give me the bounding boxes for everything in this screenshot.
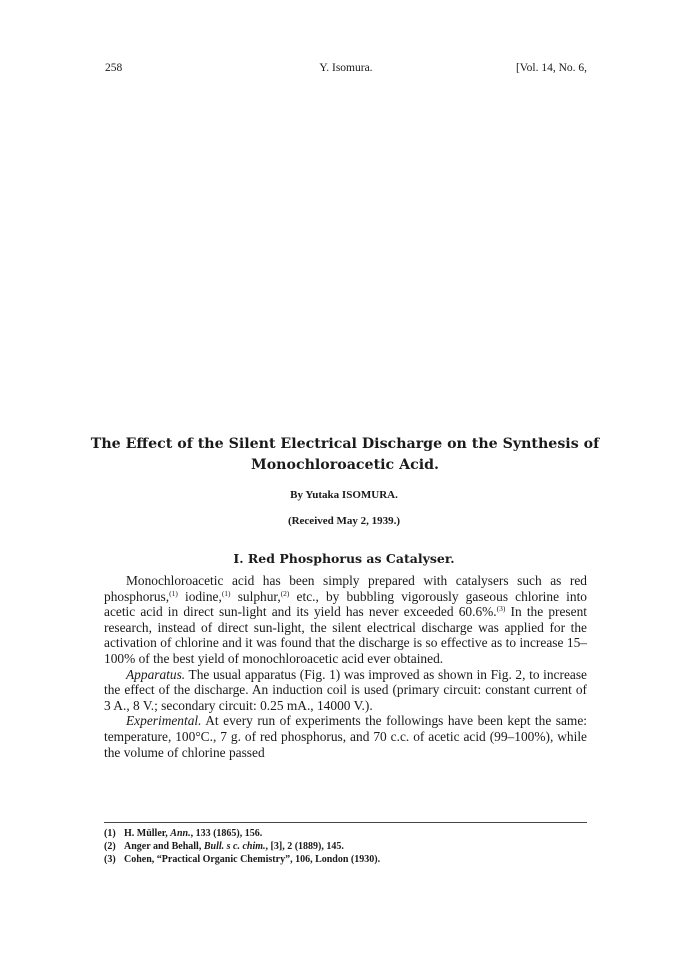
- paragraph-text: Monochloroacetic acid has been simply prepared with catalysers such as red phosphorus,: [104, 573, 587, 604]
- footnote: [104, 840, 587, 853]
- footnote-text: Cohen, “Practical Organic Chemistry”, 106, London (1930).: [124, 854, 381, 865]
- running-header: [105, 62, 587, 78]
- paragraph-apparatus: [104, 667, 587, 714]
- footnote-text: , 133 (1865), 156.: [190, 828, 263, 839]
- citation-ref: (2): [280, 588, 290, 598]
- page-number: 258: [105, 62, 123, 74]
- paragraph-experimental: [104, 713, 587, 760]
- paragraph-text: At every run of experiments the followings have been kept the same: temperature, 100°C., 7 g. of red phosphorus, and 70 c.c. of acetic acid (99–100%), while the volume of chlorine passed: [104, 713, 587, 760]
- footnote-journal: Bull. s c. chim.: [203, 841, 266, 852]
- paragraph-text: iodine,: [177, 588, 222, 604]
- article-title: The Effect of the Silent Electrical Discharge on the Synthesis of Monochloroacetic Acid.: [90, 436, 600, 473]
- running-author: Y. Isomura.: [319, 62, 373, 74]
- section-heading: I. Red Phosphorus as Catalyser.: [233, 551, 455, 566]
- footnote: [104, 853, 587, 866]
- paragraph-text: sulphur,: [230, 588, 281, 604]
- footnote-number: (1): [104, 828, 116, 839]
- footnote-text: , [3], 2 (1889), 145.: [265, 841, 344, 852]
- footnotes: [104, 827, 587, 866]
- paragraph-text: etc., by bubbling vigorously gaseous chlorine into acetic acid in direct sun-light and its yield has never exceeded 60.6%.: [104, 588, 587, 620]
- footnote-text: H. Müller,: [124, 828, 171, 839]
- body-text: [104, 573, 587, 760]
- footnote: [104, 827, 587, 840]
- author-byline: By Yutaka ISOMURA.: [290, 489, 398, 501]
- received-date: (Received May 2, 1939.): [287, 515, 401, 527]
- run-in-heading: Apparatus.: [126, 666, 186, 682]
- citation-ref: (1): [169, 588, 178, 598]
- footnote-divider: [104, 822, 587, 823]
- paragraph-intro: [104, 573, 587, 667]
- footnote-text: Anger and Behall,: [124, 841, 204, 852]
- footnote-journal: Ann.: [170, 828, 191, 839]
- footnote-number: (2): [104, 841, 116, 852]
- citation-ref: (1): [221, 588, 231, 598]
- run-in-heading: Experimental.: [126, 713, 202, 729]
- paragraph-text: In the present research, instead of direct sun-light, the silent electrical discharge was applied for the activation of chlorine and it was found that the discharge is so effective as to increase 15–100% of the best yield of monochloroacetic acid ever obtained.: [104, 604, 588, 666]
- paragraph-text: The usual apparatus (Fig. 1) was improved as shown in Fig. 2, to increase the effect of the discharge. An induction coil is used (primary circuit: constant current of 3 A., 8 V.; secondary circuit: 0.25 mA., 14000 V.).: [104, 666, 587, 713]
- volume-info: [Vol. 14, No. 6,: [515, 62, 587, 74]
- citation-ref: (3): [496, 604, 506, 614]
- footnote-number: (3): [104, 854, 116, 865]
